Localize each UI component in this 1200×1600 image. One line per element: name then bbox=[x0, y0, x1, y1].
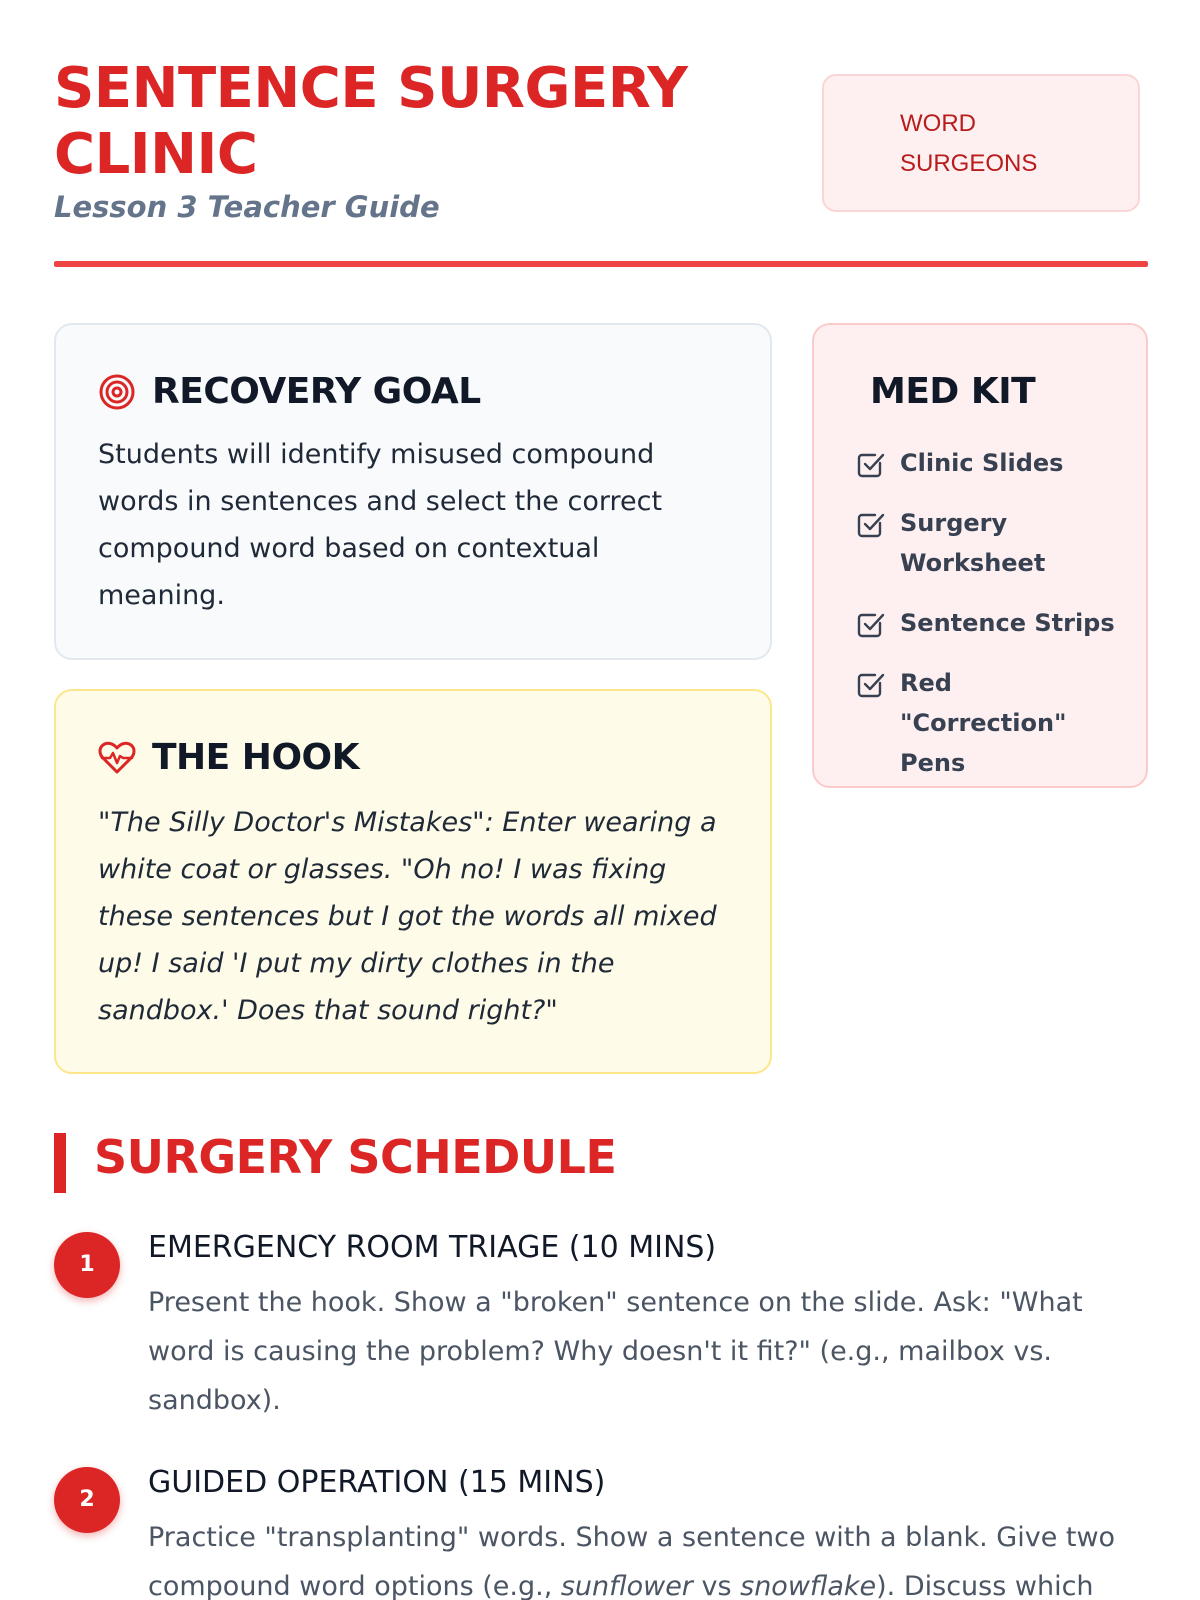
recovery-goal-title: RECOVERY GOAL bbox=[152, 371, 481, 412]
word-option: sunflower bbox=[560, 1571, 693, 1600]
step-number-badge: 2 bbox=[54, 1467, 120, 1533]
hook-title: THE HOOK bbox=[152, 737, 360, 778]
checkbox-icon bbox=[856, 669, 886, 699]
header-divider bbox=[54, 261, 1148, 267]
checkbox-icon bbox=[856, 609, 886, 639]
step-title: GUIDED OPERATION (15 MINS) bbox=[148, 1465, 606, 1500]
page-subtitle: Lesson 3 Teacher Guide bbox=[54, 190, 440, 224]
recovery-goal-text: Students will identify misused compound words in sentences and select the correct compound word based on contextual meaning. bbox=[98, 439, 663, 611]
recovery-goal-card bbox=[54, 323, 772, 660]
step-description-text: vs bbox=[692, 1571, 741, 1600]
med-kit-item-label: Clinic Slides bbox=[900, 449, 1064, 477]
team-badge-label: WORD SURGEONS bbox=[900, 110, 1038, 177]
med-kit-item-label: Surgery Worksheet bbox=[900, 509, 1046, 577]
step-description: Present the hook. Show a "broken" sentence on the slide. Ask: "What word is causing the problem? Why doesn't it fit?" (e.g., mailbox vs. sandbox). bbox=[148, 1287, 1083, 1416]
step-description-text: ). Discuss which bbox=[876, 1571, 1094, 1600]
checkbox-icon bbox=[856, 449, 886, 479]
list-item bbox=[856, 503, 1126, 583]
list-item bbox=[856, 603, 1126, 643]
recovery-goal-heading bbox=[98, 371, 481, 412]
hook-heading bbox=[98, 737, 359, 778]
schedule-heading: SURGERY SCHEDULE bbox=[94, 1130, 617, 1184]
step-number-badge: 1 bbox=[54, 1232, 120, 1298]
target-icon bbox=[98, 373, 136, 411]
heartbeat-icon bbox=[98, 739, 136, 777]
step-title: EMERGENCY ROOM TRIAGE (10 MINS) bbox=[148, 1230, 717, 1265]
step-description-text: Practice "transplanting" words. Show a sentence with a blank. Give two compound word options (e.g., bbox=[148, 1522, 1116, 1600]
hook-card bbox=[54, 689, 772, 1074]
med-kit-card bbox=[812, 323, 1148, 788]
med-kit-list bbox=[856, 443, 1126, 803]
med-kit-title: MED KIT bbox=[870, 371, 1036, 412]
lesson-page bbox=[54, 0, 1148, 1600]
hook-text: "The Silly Doctor's Mistakes": Enter wearing a white coat or glasses. "Oh no! I was fixing these sentences but I got the words all mixed up! I said 'I put my dirty clothes in the sandbox.' Does that sound right?" bbox=[98, 807, 717, 1026]
list-item bbox=[856, 663, 1126, 783]
med-kit-heading bbox=[870, 371, 1035, 412]
section-accent-bar bbox=[54, 1133, 66, 1193]
med-kit-item-label: Red "Correction" Pens bbox=[900, 669, 1067, 777]
list-item bbox=[856, 443, 1126, 483]
page-title: SENTENCE SURGERY CLINIC bbox=[54, 56, 688, 187]
med-kit-item-label: Sentence Strips bbox=[900, 609, 1115, 637]
step-description bbox=[148, 1513, 1138, 1600]
word-option: snowflake bbox=[740, 1571, 877, 1600]
checkbox-icon bbox=[856, 509, 886, 539]
